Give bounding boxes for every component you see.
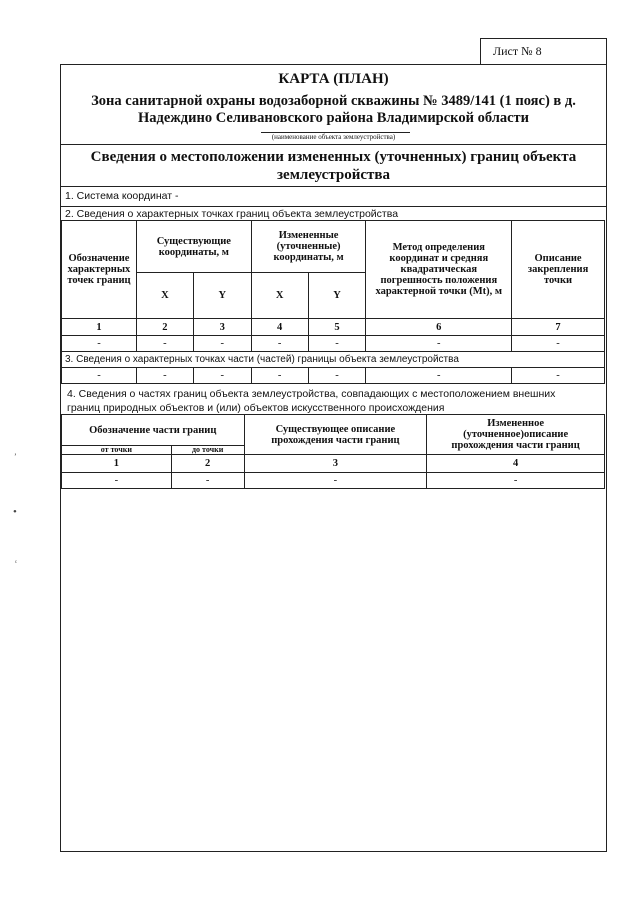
document-title: КАРТА (ПЛАН) — [278, 71, 389, 87]
header-from-point: от точки — [62, 446, 172, 455]
header-changed-description: Измененное (уточненное)описание прохождения части границ — [427, 415, 605, 455]
section-4-title-line-1: 4. Сведения о частях границ объекта землеустройства, совпадающих с местоположением внешних — [67, 388, 556, 400]
header-description: Описание закрепления точки — [512, 221, 605, 319]
divider — [61, 206, 606, 207]
section-title-line-1: Сведения о местоположении измененных (уточненных) границ объекта — [90, 149, 577, 165]
header-boundary-part: Обозначение части границ — [62, 415, 245, 446]
section-4-title-line-2: границ природных объектов и (или) объектов искусственного происхождения — [67, 402, 445, 414]
section-3-title: 3. Сведения о характерных точках части (частей) границы объекта землеустройства — [62, 352, 605, 368]
header-x: X — [136, 273, 193, 319]
header-existing-coordinates: Существующие координаты, м — [136, 221, 251, 273]
divider — [61, 144, 606, 145]
sheet-number-box — [480, 38, 607, 65]
object-name — [61, 93, 606, 127]
header-existing-description: Существующее описание прохождения части границ — [244, 415, 427, 455]
document-frame — [60, 64, 607, 852]
object-name-line-1: Зона санитарной охраны водозаборной скважины № 3489/141 (1 пояс) в д. — [91, 93, 576, 109]
characteristic-points-table — [61, 220, 605, 384]
section-title — [61, 148, 606, 184]
section-2-title: 2. Сведения о характерных точках границ объекта землеустройства — [65, 208, 399, 220]
object-name-line-2: Надеждино Селивановского района Владимирской области — [137, 110, 530, 126]
header-designation: Обозначение характерных точек границ — [62, 221, 137, 319]
coordinate-system-line: 1. Система координат - — [65, 190, 179, 202]
table-row: - - - - - - - — [62, 336, 605, 352]
column-number-row: 1 2 3 4 — [62, 455, 605, 473]
divider — [61, 186, 606, 187]
header-x-changed: X — [251, 273, 308, 319]
boundary-parts-table — [61, 414, 605, 489]
margin-mark: ʼ — [14, 452, 17, 461]
header-changed-coordinates: Измененные (уточненные) координаты, м — [251, 221, 366, 273]
table-row: - - - - — [62, 473, 605, 489]
table-row: - - - - - - - — [62, 368, 605, 384]
section-title-line-2: землеустройства — [277, 167, 390, 183]
section-4-title — [67, 387, 555, 415]
object-caption: (наименование объекта землеустройства) — [271, 133, 396, 141]
header-y: Y — [193, 273, 251, 319]
margin-mark: • — [13, 506, 17, 518]
sheet-number: Лист № 8 — [493, 44, 542, 58]
header-to-point: до точки — [171, 446, 244, 455]
column-number-row: 1 2 3 4 5 6 7 — [62, 319, 605, 336]
header-y-changed: Y — [308, 273, 366, 319]
margin-mark: ᶜ — [15, 558, 18, 567]
header-method: Метод определения координат и средняя квадратическая погрешность положения характерной точки (Mt), м — [366, 221, 512, 319]
